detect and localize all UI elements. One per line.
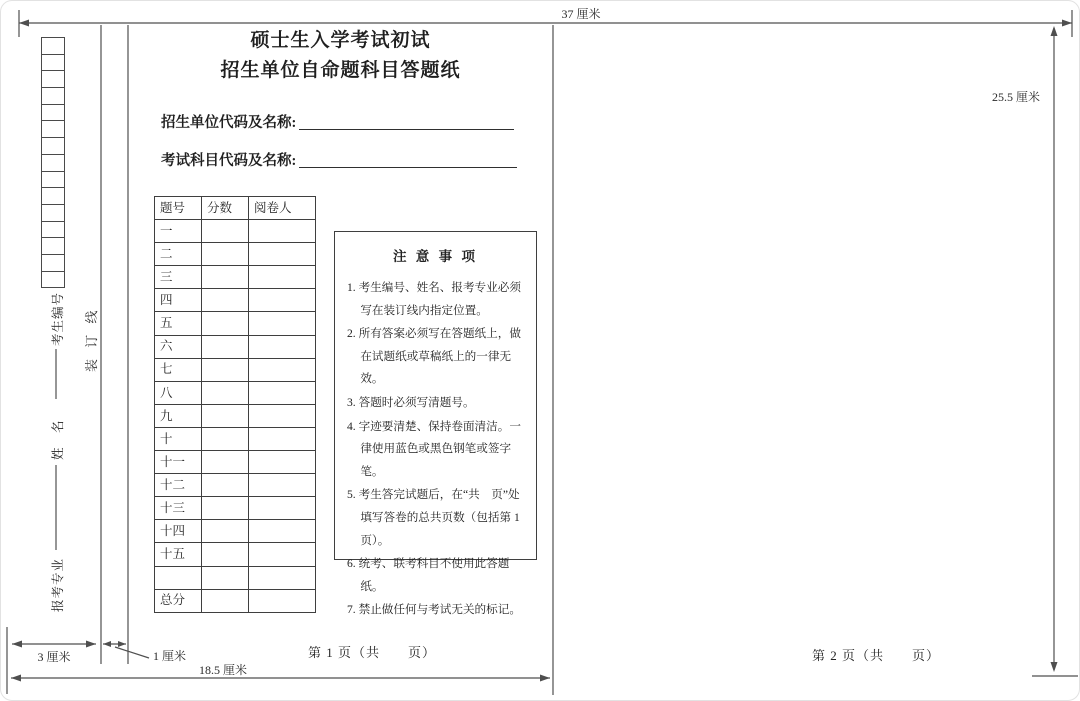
score-cell xyxy=(202,335,249,358)
candidate-number-box-cell xyxy=(41,171,65,189)
score-table-row xyxy=(155,381,316,404)
score-table-row xyxy=(155,451,316,474)
notice-box xyxy=(334,231,537,617)
page-height-dimension-line xyxy=(1032,26,1078,676)
grader-cell xyxy=(249,589,316,612)
candidate-number-box-cell xyxy=(41,70,65,88)
candidate-number-box-cell xyxy=(41,120,65,138)
candidate-number-box-cell xyxy=(41,87,65,105)
grader-cell xyxy=(249,474,316,497)
question-number-cell: 八 xyxy=(155,381,202,404)
notice-item: 3. 答题时必须写清题号。 xyxy=(347,395,475,409)
subject-code-field-value xyxy=(299,152,517,168)
candidate-number-label: 考生编号 xyxy=(51,291,65,346)
score-table-row xyxy=(155,358,316,381)
stub-width-dimension-label: 3 厘米 xyxy=(37,650,71,664)
score-table-row xyxy=(155,404,316,427)
candidate-number-box-cell xyxy=(41,104,65,122)
score-table-row xyxy=(155,220,316,243)
page-width-dimension-line xyxy=(11,675,550,682)
score-cell xyxy=(202,358,249,381)
question-number-cell: 十一 xyxy=(155,451,202,474)
question-number-cell: 七 xyxy=(155,358,202,381)
score-cell xyxy=(202,497,249,520)
grader-cell xyxy=(249,543,316,566)
score-cell xyxy=(202,404,249,427)
candidate-number-box-cell xyxy=(41,204,65,222)
score-table-header: 题号 xyxy=(155,197,202,220)
score-table-row xyxy=(155,289,316,312)
score-cell xyxy=(202,589,249,612)
score-table-row xyxy=(155,497,316,520)
unit-code-field-label: 招生单位代码及名称: xyxy=(161,115,297,131)
score-table-row xyxy=(155,543,316,566)
grader-cell xyxy=(249,404,316,427)
score-cell xyxy=(202,312,249,335)
grader-cell xyxy=(249,358,316,381)
grader-cell xyxy=(249,566,316,589)
score-cell xyxy=(202,381,249,404)
score-table-header: 分数 xyxy=(202,197,249,220)
question-number-cell: 十四 xyxy=(155,520,202,543)
score-cell xyxy=(202,289,249,312)
score-cell xyxy=(202,220,249,243)
exam-subtitle: 招生单位自命题科目答题纸 xyxy=(220,60,461,81)
score-cell xyxy=(202,543,249,566)
grader-cell xyxy=(249,427,316,450)
score-cell xyxy=(202,520,249,543)
score-cell xyxy=(202,243,249,266)
question-number-cell: 五 xyxy=(155,312,202,335)
page-width-dimension-label: 18.5 厘米 xyxy=(199,663,248,677)
candidate-number-box-cell xyxy=(41,254,65,272)
candidate-number-box-cell xyxy=(41,54,65,72)
exam-title: 硕士生入学考试初试 xyxy=(250,30,431,51)
score-table xyxy=(154,196,316,613)
page-height-dimension-label: 25.5 厘米 xyxy=(992,90,1041,104)
grader-cell xyxy=(249,335,316,358)
candidate-number-box-cell xyxy=(41,187,65,205)
question-number-cell: 九 xyxy=(155,404,202,427)
question-number-cell: 十三 xyxy=(155,497,202,520)
candidate-number-box-cell xyxy=(41,137,65,155)
total-width-dimension-label: 37 厘米 xyxy=(561,7,601,21)
question-number-cell: 三 xyxy=(155,266,202,289)
page2-footer: 第 2 页（共 页） xyxy=(811,648,940,663)
question-number-cell: 四 xyxy=(155,289,202,312)
candidate-number-box-cell xyxy=(41,221,65,239)
score-table-row xyxy=(155,589,316,612)
score-table-row xyxy=(155,520,316,543)
candidate-number-box-cell xyxy=(41,154,65,172)
unit-code-field-row xyxy=(161,111,514,132)
score-cell xyxy=(202,451,249,474)
major-label: 报考专业 xyxy=(51,557,65,612)
grader-cell xyxy=(249,520,316,543)
score-table-row xyxy=(155,335,316,358)
score-cell xyxy=(202,566,249,589)
question-number-cell: 二 xyxy=(155,243,202,266)
notice-item: 4. 字迹要清楚、保持卷面清洁。一律使用蓝色或黑色钢笔或签字笔。 xyxy=(347,419,521,478)
question-number-cell: 十五 xyxy=(155,543,202,566)
score-table-row xyxy=(155,266,316,289)
grader-cell xyxy=(249,266,316,289)
score-cell xyxy=(202,266,249,289)
score-table-header: 阅卷人 xyxy=(249,197,316,220)
notice-item: 7. 禁止做任何与考试无关的标记。 xyxy=(347,603,521,617)
candidate-number-box-cell xyxy=(41,237,65,255)
question-number-cell xyxy=(155,566,202,589)
question-number-cell: 总分 xyxy=(155,589,202,612)
notice-item: 2. 所有答案必须写在答题纸上，做在试题纸或草稿纸上的一律无效。 xyxy=(347,327,521,386)
notice-item: 6. 统考、联考科目不使用此答题纸。 xyxy=(347,557,510,593)
stub-width-dimension-line xyxy=(12,641,96,648)
question-number-cell: 六 xyxy=(155,335,202,358)
grader-cell xyxy=(249,243,316,266)
grader-cell xyxy=(249,381,316,404)
score-table-row xyxy=(155,474,316,497)
candidate-number-box-cell xyxy=(41,271,65,289)
grader-cell xyxy=(249,451,316,474)
score-table-row xyxy=(155,566,316,589)
question-number-cell: 一 xyxy=(155,220,202,243)
notice-item: 1. 考生编号、姓名、报考专业必须写在装订线内指定位置。 xyxy=(347,281,521,317)
candidate-number-box-cell xyxy=(41,37,65,55)
question-number-cell: 十二 xyxy=(155,474,202,497)
score-cell xyxy=(202,427,249,450)
notice-item: 5. 考生答完试题后，在“共 页”处填写答卷的总共页数（包括第 1 页）。 xyxy=(347,488,520,547)
score-table-row xyxy=(155,427,316,450)
subject-code-field-label: 考试科目代码及名称: xyxy=(161,153,297,169)
name-label: 姓 名 xyxy=(51,419,65,460)
margin-width-dimension-label: 1 厘米 xyxy=(153,649,187,663)
margin-width-dimension-line xyxy=(103,641,149,658)
score-cell xyxy=(202,474,249,497)
grader-cell xyxy=(249,312,316,335)
candidate-number-boxes xyxy=(41,38,64,288)
notice-title: 注 意 事 项 xyxy=(392,249,479,264)
page1-footer: 第 1 页（共 页） xyxy=(307,645,436,660)
grader-cell xyxy=(249,497,316,520)
page1-title-block xyxy=(128,31,553,80)
grader-cell xyxy=(249,289,316,312)
score-table-row xyxy=(155,243,316,266)
unit-code-field-value xyxy=(299,114,514,130)
binding-line-label: 装 订 线 xyxy=(84,306,99,372)
grader-cell xyxy=(249,220,316,243)
notice-items xyxy=(335,265,536,622)
score-table-row xyxy=(155,312,316,335)
subject-code-field-row xyxy=(161,149,517,170)
binding-lines xyxy=(101,25,128,664)
question-number-cell: 十 xyxy=(155,427,202,450)
